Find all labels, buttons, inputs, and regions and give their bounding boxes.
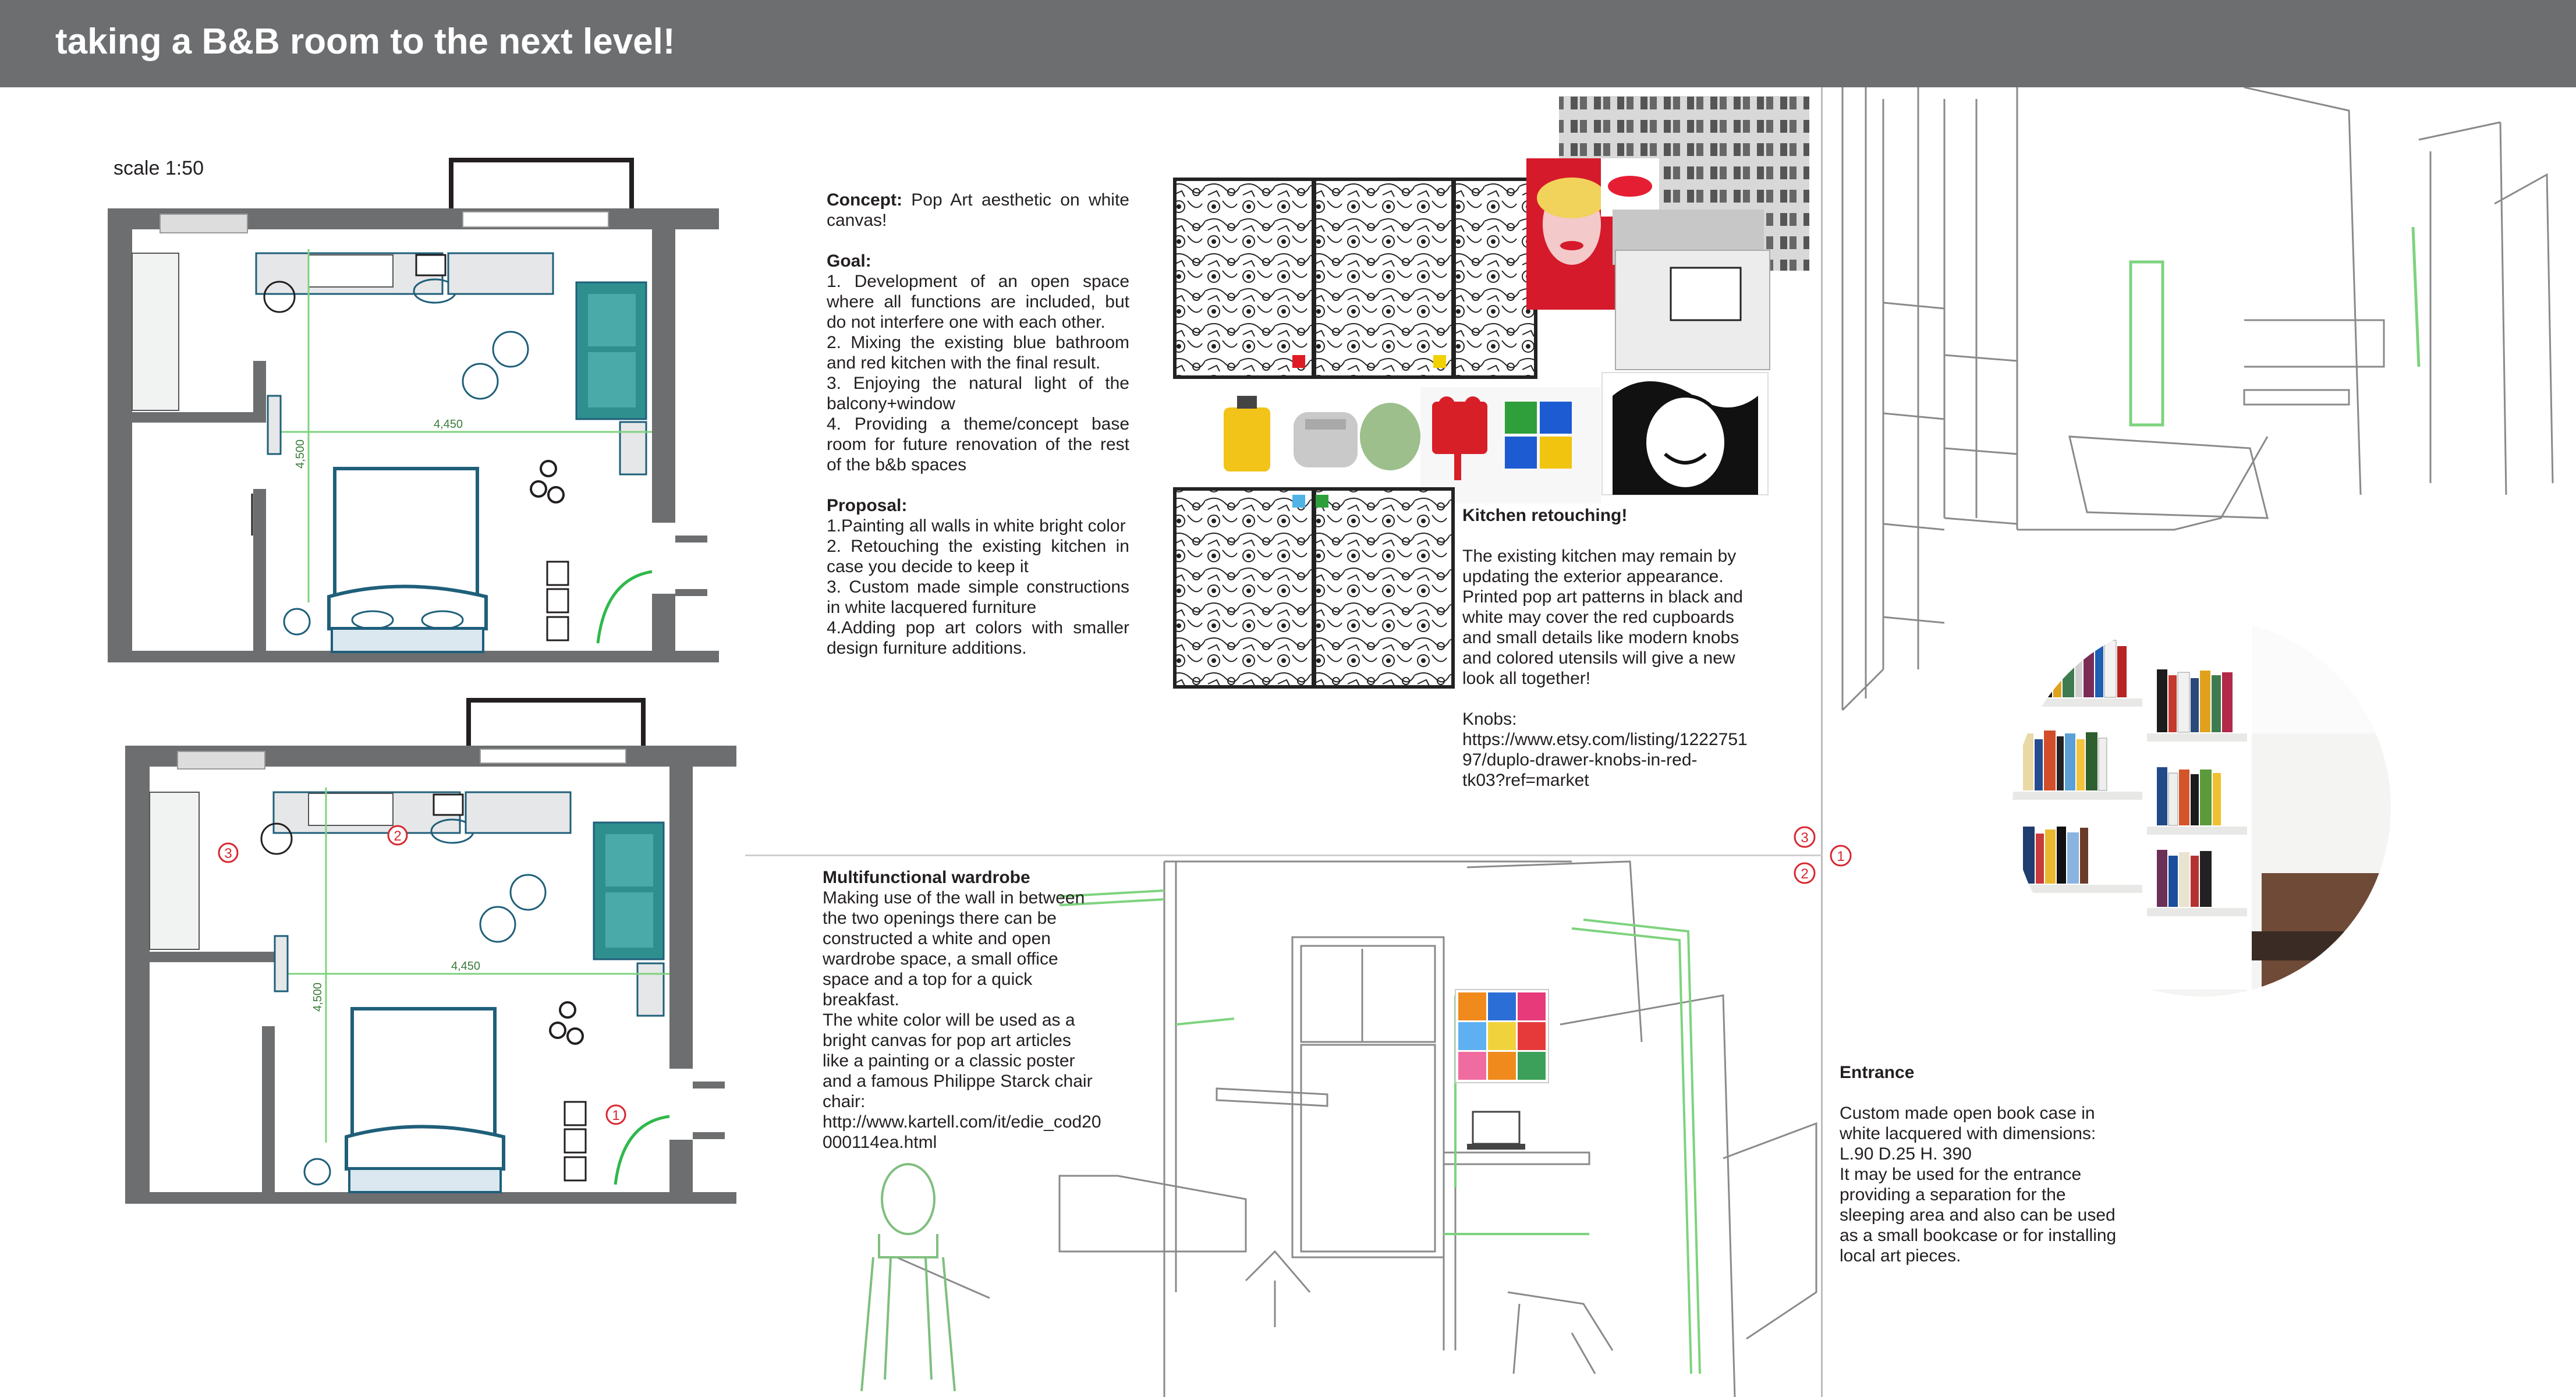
bookcase-photo: [2011, 617, 2393, 998]
entrance-text-line: providing a separation for the: [1840, 1185, 2066, 1204]
entrance-text-line: local art pieces.: [1840, 1246, 1961, 1265]
svg-text:3: 3: [224, 846, 232, 861]
entrance-title: Entrance: [1840, 1063, 1915, 1082]
marker-circle-icon: [219, 843, 238, 862]
floor-plan-1: [108, 157, 719, 662]
marker-circle-icon: [1831, 846, 1851, 866]
kitchen-text-line: look all together!: [1462, 669, 1591, 688]
kitchen-text-line: white may cover the red cupboards: [1462, 608, 1734, 627]
concept-text: Pop Art aesthetic on white canvas!: [827, 190, 1129, 230]
svg-text:2: 2: [1801, 866, 1809, 882]
section-markers: [1787, 821, 1857, 891]
kitchen-text-line: and colored utensils will give a new: [1462, 648, 1735, 668]
knobs-link[interactable]: https://www.etsy.com/listing/1222751: [1462, 730, 1748, 749]
wardrobe-text-line: bright canvas for pop art articles: [823, 1031, 1071, 1050]
floor-plan-2: [125, 700, 736, 1204]
proposal-label: Proposal:: [827, 496, 908, 515]
wardrobe-text-line: the two openings there can be: [823, 909, 1057, 928]
svg-text:1: 1: [1837, 849, 1845, 864]
proposal-item: 1.Painting all walls in white bright color: [827, 516, 1126, 536]
section-divider: [1821, 87, 1823, 1397]
goal-item: 4. Providing a theme/concept base room for future renovation of the rest of the b&b spaces: [827, 414, 1129, 474]
entrance-text-line: Custom made open book case in: [1840, 1104, 2095, 1123]
proposal-item: 2. Retouching the existing kitchen in case you decide to keep it: [827, 537, 1129, 576]
wardrobe-block: [823, 867, 1149, 1153]
wardrobe-text-line: like a painting or a classic poster: [823, 1051, 1075, 1070]
wardrobe-title: Multifunctional wardrobe: [823, 868, 1030, 887]
ghost-chair: [862, 1164, 955, 1391]
kitchen-title: Kitchen retouching!: [1462, 506, 1628, 525]
knobs-link[interactable]: tk03?ref=market: [1462, 771, 1589, 790]
kitchen-text-line: and small details like modern knobs: [1462, 628, 1739, 647]
lego-knobs-photo: [1420, 387, 1601, 504]
dim-width-label: 4,450: [451, 960, 481, 973]
marker-circle-icon: [388, 826, 407, 845]
entrance-text-line: sleeping area and also can be used: [1840, 1205, 2116, 1225]
kitchen-block: [1462, 505, 1794, 790]
scale-label: scale 1:50: [114, 157, 204, 179]
marker-circle-icon: [607, 1105, 625, 1124]
wardrobe-text-line: and a famous Philippe Starck chair: [823, 1072, 1093, 1091]
goal-label: Goal:: [827, 251, 871, 271]
wardrobe-link[interactable]: 000114ea.html: [823, 1133, 937, 1152]
goal-item: 1. Development of an open space where all functions are included, but do not interfere one with each other.: [827, 272, 1129, 332]
wardrobe-text-line: breakfast.: [823, 990, 899, 1009]
proposal-item: 3. Custom made simple constructions in white lacquered furniture: [827, 577, 1129, 617]
goal-item: 3. Enjoying the natural light of the balcony+window: [827, 374, 1129, 413]
svg-text:2: 2: [394, 828, 402, 844]
kitchen-text-line: The existing kitchen may remain by: [1462, 547, 1737, 566]
marker-circle-icon: [1795, 863, 1815, 883]
wardrobe-text-line: space and a top for a quick: [823, 970, 1033, 989]
warhol-poster: [1455, 990, 1549, 1083]
wardrobe-link[interactable]: http://www.kartell.com/it/edie_cod20: [823, 1112, 1101, 1132]
concept-block: [827, 190, 1129, 658]
entrance-text-line: as a small bookcase or for installing: [1840, 1226, 2117, 1245]
svg-text:1: 1: [612, 1108, 620, 1123]
concept-label: Concept:: [827, 190, 902, 210]
dim-width-label: 4,450: [433, 418, 463, 431]
entrance-text-line: white lacquered with dimensions:: [1840, 1124, 2096, 1143]
pop-art-pattern: [1175, 179, 1536, 377]
wardrobe-text-line: constructed a white and open: [823, 929, 1051, 948]
knobs-label: Knobs:: [1462, 710, 1517, 729]
laptop-icon: [1467, 1112, 1525, 1150]
utensils-photo: [1224, 396, 1420, 471]
dim-depth-label: 4,500: [311, 982, 324, 1012]
svg-text:3: 3: [1801, 830, 1809, 846]
dim-depth-label: 4,500: [294, 439, 307, 469]
wardrobe-text-line: chair:: [823, 1092, 866, 1111]
wardrobe-text-line: The white color will be used as a: [823, 1010, 1075, 1030]
page-title: taking a B&B room to the next level!: [55, 22, 675, 62]
entrance-text-line: L.90 D.25 H. 390: [1840, 1144, 1972, 1164]
proposal-item: 4.Adding pop art colors with smaller design furniture additions.: [827, 618, 1129, 658]
entrance-block: [1840, 1062, 2166, 1266]
kitchen-text-line: updating the exterior appearance.: [1462, 567, 1724, 586]
goal-item: 2. Mixing the existing blue bathroom and red kitchen with the final result.: [827, 333, 1129, 373]
wardrobe-text-line: wardrobe space, a small office: [823, 949, 1058, 969]
entrance-text-line: It may be used for the entrance: [1840, 1165, 2082, 1184]
comic-face-image: [1602, 373, 1768, 495]
knobs-link[interactable]: 97/duplo-drawer-knobs-in-red-: [1462, 750, 1698, 770]
floor-plans: [99, 151, 757, 1211]
wardrobe-text-line: Making use of the wall in between: [823, 888, 1085, 907]
marker-circle-icon: [1795, 827, 1815, 847]
kitchen-text-line: Printed pop art patterns in black and: [1462, 587, 1743, 607]
pop-art-pattern: [1175, 489, 1453, 687]
